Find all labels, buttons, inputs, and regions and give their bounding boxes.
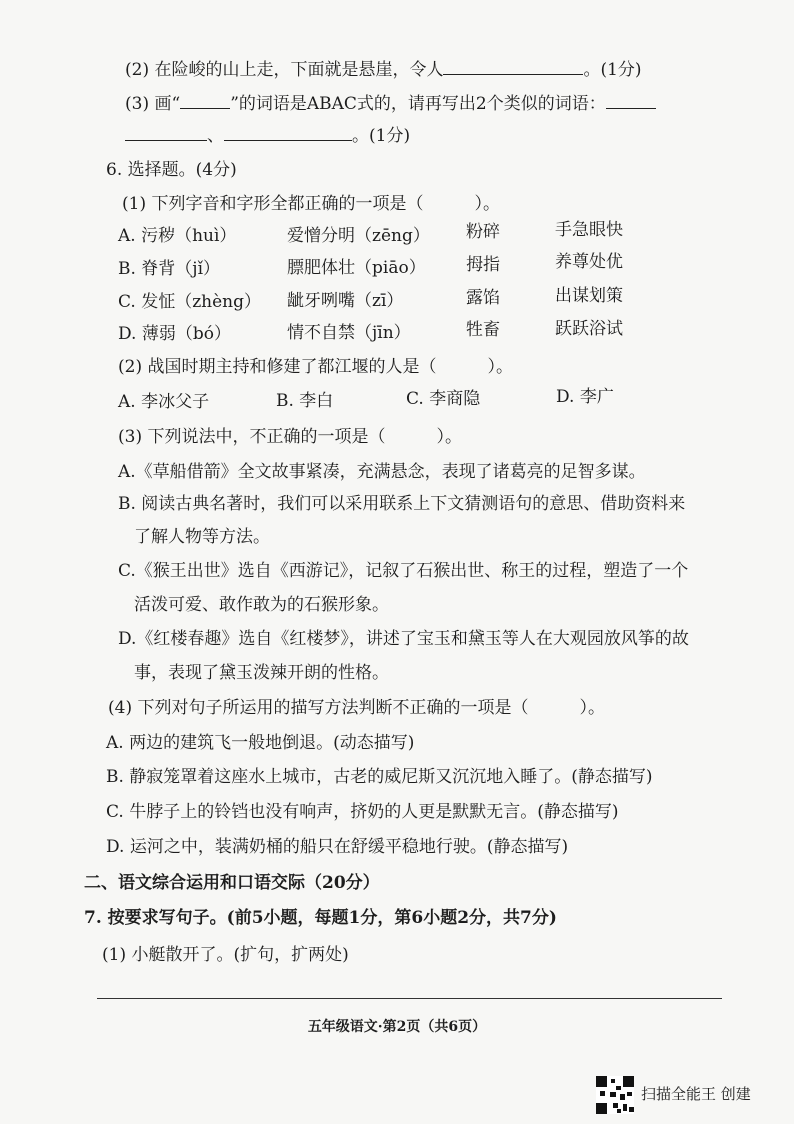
example-blank [180, 92, 230, 109]
q6-sub2-option-c[interactable]: C. 李商隐 [406, 389, 481, 409]
q5-item3-line2 [125, 124, 410, 148]
q5-item2 [125, 58, 642, 82]
answer-blank[interactable] [443, 58, 583, 75]
section2-heading: 二、语文综合运用和口语交际（20分） [84, 873, 380, 893]
q6-sub2-option-a[interactable]: A. 李冰父子 [118, 392, 210, 412]
q6-sub4-option-a[interactable]: A. 两边的建筑飞一般地倒退。(动态描写) [106, 733, 415, 753]
separator: 、 [207, 126, 224, 146]
scanner-watermark: 扫描全能王 创建 [641, 1085, 751, 1103]
option-word: 情不自禁（jīn） [287, 323, 411, 343]
qr-code-icon [596, 1076, 634, 1114]
option-word: 牲畜 [466, 320, 500, 340]
q6-sub3-option-c-cont: 活泼可爱、敢作敢为的石猴形象。 [134, 595, 389, 615]
q5-item3-text-b: ”的词语是ABAC式的，请再写出2个类似的词语： [230, 94, 606, 114]
q6-sub1-prompt: (1) 下列字音和字形全都正确的一项是（ ）。 [122, 194, 500, 214]
q6-sub3-option-b-cont: 了解人物等方法。 [134, 527, 270, 547]
q6-sub2-option-b[interactable]: B. 李白 [276, 391, 334, 411]
q6-sub3-option-a[interactable]: A.《草船借箭》全文故事紧凑，充满悬念，表现了诸葛亮的足智多谋。 [118, 462, 646, 482]
option-word: 出谋划策 [555, 286, 623, 306]
option-label: D. 薄弱（bó） [118, 324, 231, 344]
option-word: 露馅 [466, 288, 500, 308]
q6-sub3-option-d-cont: 事，表现了黛玉泼辣开朗的性格。 [134, 663, 389, 683]
q5-item2-text: (2) 在险峻的山上走，下面就是悬崖，令人 [125, 60, 444, 80]
q5-item3-score: 。(1分) [352, 126, 411, 146]
q5-item2-score: 。(1分) [583, 60, 642, 80]
q6-sub4-option-d[interactable]: D. 运河之中，装满奶桶的船只在舒缓平稳地行驶。(静态描写) [106, 837, 569, 857]
q6-sub3-option-d[interactable]: D.《红楼春趣》选自《红楼梦》，讲述了宝玉和黛玉等人在大观园放风筝的故 [118, 629, 689, 649]
q7-heading: 7. 按要求写句子。(前5小题，每题1分，第6小题2分，共7分) [84, 908, 557, 928]
option-word: 膘肥体壮（piāo） [287, 258, 426, 278]
option-word: 龇牙咧嘴（zī） [287, 291, 404, 311]
option-label: C. 发怔（zhèng） [118, 292, 262, 312]
q6-sub4-option-c[interactable]: C. 牛脖子上的铃铛也没有响声，挤奶的人更是默默无言。(静态描写) [106, 802, 619, 822]
option-word: 养尊处优 [555, 252, 623, 272]
q6-sub3-option-c[interactable]: C.《猴王出世》选自《西游记》，记叙了石猴出世、称王的过程，塑造了一个 [118, 561, 689, 581]
page-footer: 五年级语文·第2页（共6页） [307, 1019, 487, 1035]
q6-sub2-prompt: (2) 战国时期主持和修建了都江堰的人是（ ）。 [118, 357, 513, 377]
q6-sub4-option-b[interactable]: B. 静寂笼罩着这座水上城市，古老的威尼斯又沉沉地入睡了。(静态描写) [106, 767, 653, 787]
answer-blank[interactable] [125, 124, 207, 141]
q6-sub4-prompt: (4) 下列对句子所运用的描写方法判断不正确的一项是（ ）。 [108, 698, 605, 718]
q6-heading: 6. 选择题。(4分) [106, 160, 237, 180]
option-word: 手急眼快 [555, 220, 623, 240]
q6-sub3-prompt: (3) 下列说法中，不正确的一项是（ ）。 [118, 427, 462, 447]
option-word: 粉碎 [466, 222, 500, 242]
answer-blank[interactable] [224, 124, 352, 141]
option-label: A. 污秽（huì） [118, 226, 237, 246]
option-word: 爱憎分明（zēng） [287, 226, 430, 246]
q7-sub1: (1) 小艇散开了。(扩句，扩两处) [102, 945, 349, 965]
q6-sub2-option-d[interactable]: D. 李广 [556, 387, 614, 407]
option-label: B. 脊背（jǐ） [118, 259, 221, 279]
q5-item3-text-a: (3) 画“ [125, 94, 181, 114]
answer-blank[interactable] [606, 92, 656, 109]
q6-sub3-option-b[interactable]: B. 阅读古典名著时，我们可以采用联系上下文猜测语句的意思、借助资料来 [118, 494, 686, 514]
option-word: 跃跃浴试 [555, 319, 623, 339]
footer-rule [97, 998, 722, 999]
q5-item3-line1 [125, 92, 656, 116]
option-word: 拇指 [466, 255, 500, 275]
